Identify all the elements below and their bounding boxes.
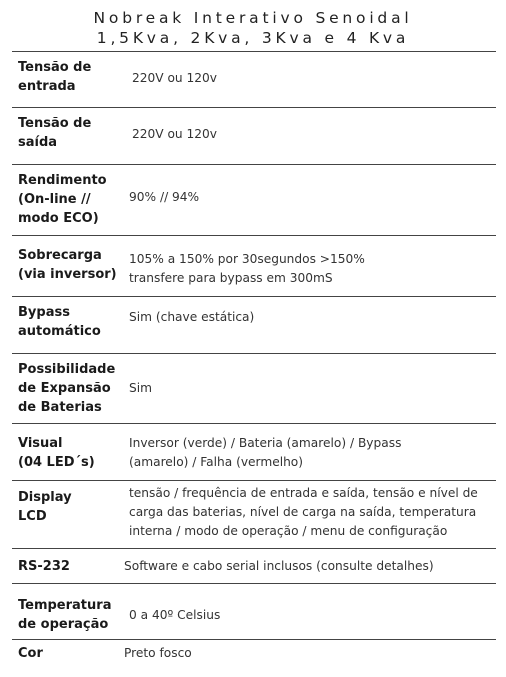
spec-label-line: Bypass	[18, 305, 70, 320]
spec-label	[18, 557, 70, 576]
spec-value-line: Sim (chave estática)	[129, 310, 255, 324]
spec-value-line: 90% // 94%	[129, 190, 200, 204]
spec-label	[18, 488, 72, 526]
spec-label	[18, 303, 101, 341]
spec-label-line: Tensão de	[18, 116, 92, 131]
spec-label	[18, 114, 91, 152]
spec-label-line: Visual	[18, 436, 63, 451]
spec-label	[18, 596, 111, 634]
spec-value-line: Preto fosco	[124, 646, 192, 660]
spec-row-sobrecarga	[12, 235, 496, 296]
spec-label-line: Rendimento	[18, 173, 107, 188]
spec-label-line: Display	[18, 490, 72, 505]
spec-label-line: saída	[18, 135, 58, 150]
spec-value	[129, 188, 199, 207]
spec-value	[129, 606, 220, 625]
spec-value-line: 220V ou 120v	[132, 127, 218, 141]
spec-row-cor	[12, 639, 496, 667]
spec-row-display-lcd	[12, 480, 496, 548]
spec-row-visual-leds	[12, 423, 496, 480]
spec-value-line: interna / modo de operação / menu de configuração	[129, 524, 448, 538]
spec-value	[132, 69, 217, 88]
spec-value-line: 105% a 150% por 30segundos >150%	[129, 252, 365, 266]
spec-value	[132, 125, 217, 144]
spec-label-line: Possibilidade	[18, 362, 116, 377]
spec-value	[129, 250, 365, 288]
spec-row-rs232	[12, 548, 496, 583]
spec-label-line: Sobrecarga	[18, 248, 102, 263]
spec-label	[18, 434, 95, 472]
spec-value	[129, 379, 152, 398]
spec-label-line: Tensão de	[18, 60, 92, 75]
spec-value-line: (amarelo) / Falha (vermelho)	[129, 455, 304, 469]
spec-label-line: modo ECO)	[18, 211, 99, 226]
spec-title	[0, 8, 506, 48]
spec-value-line: tensão / frequência de entrada e saída, tensão e nível de	[129, 486, 478, 500]
spec-row-temperatura-operacao	[12, 583, 496, 639]
spec-table	[12, 51, 496, 667]
spec-label-line: LCD	[18, 509, 47, 524]
spec-label-line: Cor	[18, 646, 43, 661]
spec-label-line: (via inversor)	[18, 267, 117, 282]
spec-row-tensao-saida	[12, 107, 496, 164]
spec-value-line: 220V ou 120v	[132, 71, 218, 85]
spec-value-line: Sim	[129, 381, 152, 395]
spec-label-line: de Expansão	[18, 381, 111, 396]
spec-value-line: Inversor (verde) / Bateria (amarelo) / Bypass	[129, 436, 402, 450]
spec-label-line: de operação	[18, 617, 109, 632]
spec-label-line: automático	[18, 324, 101, 339]
spec-label-line: (04 LED´s)	[18, 455, 95, 470]
spec-label	[18, 58, 91, 96]
spec-value	[129, 308, 254, 327]
spec-value	[129, 434, 401, 472]
spec-label-line: (On-line //	[18, 192, 91, 207]
spec-value	[129, 484, 478, 541]
spec-value-line: 0 a 40º Celsius	[129, 608, 221, 622]
spec-value-line: carga das baterias, nível de carga na saída, temperatura	[129, 505, 477, 519]
spec-value-line: transfere para bypass em 300mS	[129, 271, 333, 285]
spec-label-line: entrada	[18, 79, 76, 94]
spec-label	[18, 246, 117, 284]
spec-value	[124, 557, 434, 576]
spec-title-line-2: 1,5Kva, 2Kva, 3Kva e 4 Kva	[96, 29, 410, 47]
spec-row-bypass	[12, 296, 496, 353]
spec-label-line: Temperatura	[18, 598, 112, 613]
spec-label	[18, 171, 107, 228]
spec-label-line: de Baterias	[18, 400, 102, 415]
spec-title-line-1: Nobreak Interativo Senoidal	[93, 9, 413, 27]
spec-row-tensao-entrada	[12, 51, 496, 107]
spec-row-rendimento	[12, 164, 496, 235]
spec-value	[124, 644, 192, 663]
spec-label	[18, 360, 115, 417]
spec-row-expansao-baterias	[12, 353, 496, 423]
spec-value-line: Software e cabo serial inclusos (consulte detalhes)	[124, 559, 434, 573]
spec-label	[18, 644, 43, 663]
spec-label-line: RS-232	[18, 559, 70, 574]
